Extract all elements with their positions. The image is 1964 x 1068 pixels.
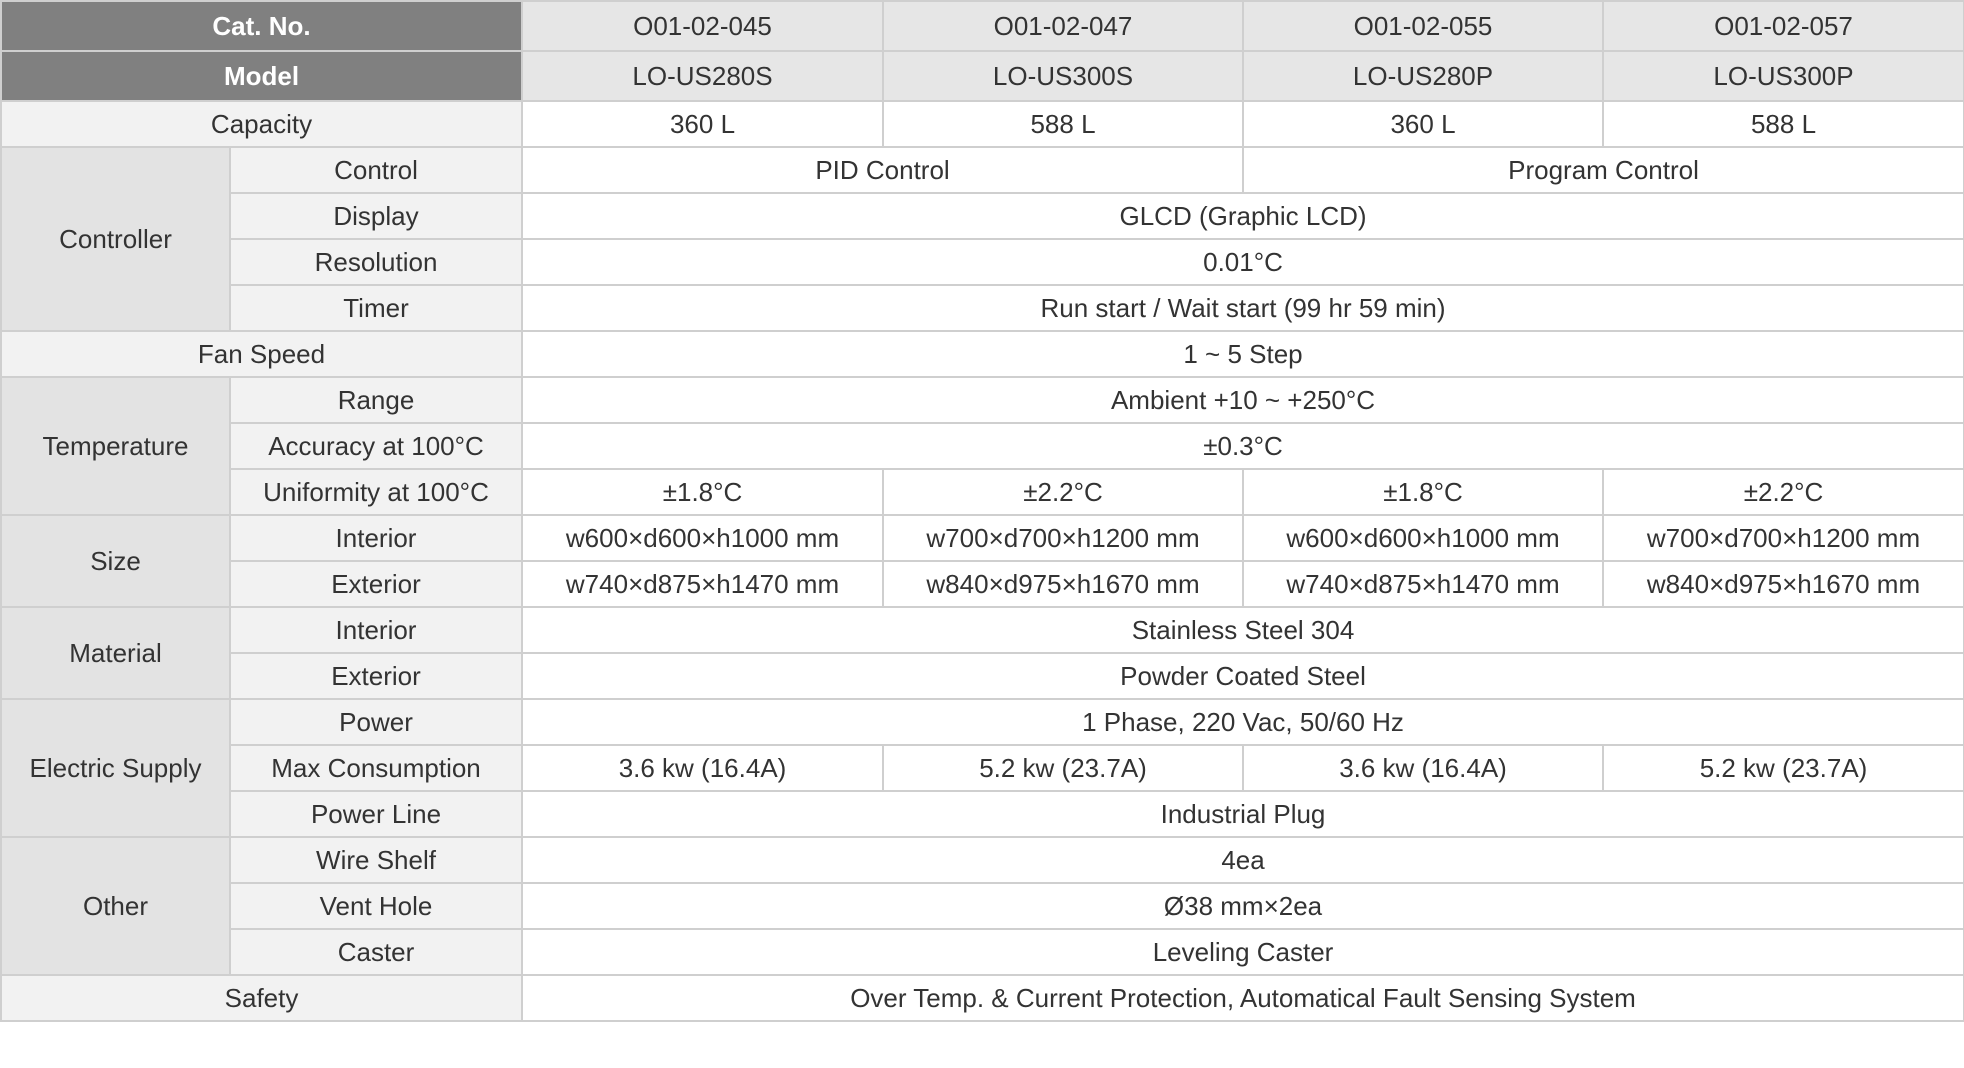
capacity-value: 360 L — [522, 101, 883, 147]
material-interior-value: Stainless Steel 304 — [522, 607, 1964, 653]
accuracy-value: ±0.3°C — [522, 423, 1964, 469]
size-exterior-value: w740×d875×h1470 mm — [1243, 561, 1603, 607]
cat-no-label: Cat. No. — [1, 1, 522, 51]
electric-max-consumption-row — [1, 745, 1964, 791]
electric-power-line-row — [1, 791, 1964, 837]
material-interior-row — [1, 607, 1964, 653]
controller-control-row — [1, 147, 1964, 193]
max-consumption-value: 3.6 kw (16.4A) — [522, 745, 883, 791]
other-wire-shelf-row — [1, 837, 1964, 883]
size-exterior-value: w740×d875×h1470 mm — [522, 561, 883, 607]
capacity-value: 588 L — [1603, 101, 1964, 147]
uniformity-value: ±1.8°C — [522, 469, 883, 515]
max-consumption-label: Max Consumption — [230, 745, 522, 791]
temperature-accuracy-row — [1, 423, 1964, 469]
size-interior-label: Interior — [230, 515, 522, 561]
material-group-label: Material — [1, 607, 230, 699]
max-consumption-value: 5.2 kw (23.7A) — [1603, 745, 1964, 791]
size-group-label: Size — [1, 515, 230, 607]
size-interior-value: w700×d700×h1200 mm — [1603, 515, 1964, 561]
other-caster-row — [1, 929, 1964, 975]
model-cell: LO-US300P — [1603, 51, 1964, 101]
electric-power-row — [1, 699, 1964, 745]
model-cell: LO-US280P — [1243, 51, 1603, 101]
capacity-label: Capacity — [1, 101, 522, 147]
timer-value: Run start / Wait start (99 hr 59 min) — [522, 285, 1964, 331]
capacity-value: 360 L — [1243, 101, 1603, 147]
size-interior-row — [1, 515, 1964, 561]
model-cell: LO-US300S — [883, 51, 1243, 101]
controller-timer-row — [1, 285, 1964, 331]
wire-shelf-label: Wire Shelf — [230, 837, 522, 883]
temperature-uniformity-row — [1, 469, 1964, 515]
controller-group-label: Controller — [1, 147, 230, 331]
size-exterior-row — [1, 561, 1964, 607]
max-consumption-value: 3.6 kw (16.4A) — [1243, 745, 1603, 791]
fan-speed-row — [1, 331, 1964, 377]
uniformity-value: ±1.8°C — [1243, 469, 1603, 515]
max-consumption-value: 5.2 kw (23.7A) — [883, 745, 1243, 791]
model-row — [1, 51, 1964, 101]
fan-speed-value: 1 ~ 5 Step — [522, 331, 1964, 377]
temperature-group-label: Temperature — [1, 377, 230, 515]
safety-row — [1, 975, 1964, 1021]
accuracy-label: Accuracy at 100°C — [230, 423, 522, 469]
resolution-value: 0.01°C — [522, 239, 1964, 285]
electric-supply-group-label: Electric Supply — [1, 699, 230, 837]
caster-label: Caster — [230, 929, 522, 975]
temperature-range-row — [1, 377, 1964, 423]
other-vent-hole-row — [1, 883, 1964, 929]
material-exterior-label: Exterior — [230, 653, 522, 699]
vent-hole-value: Ø38 mm×2ea — [522, 883, 1964, 929]
control-value-pid: PID Control — [522, 147, 1243, 193]
model-label: Model — [1, 51, 522, 101]
cat-no-cell: O01-02-045 — [522, 1, 883, 51]
uniformity-label: Uniformity at 100°C — [230, 469, 522, 515]
power-value: 1 Phase, 220 Vac, 50/60 Hz — [522, 699, 1964, 745]
model-cell: LO-US280S — [522, 51, 883, 101]
size-interior-value: w600×d600×h1000 mm — [1243, 515, 1603, 561]
other-group-label: Other — [1, 837, 230, 975]
material-exterior-row — [1, 653, 1964, 699]
timer-label: Timer — [230, 285, 522, 331]
size-interior-value: w600×d600×h1000 mm — [522, 515, 883, 561]
uniformity-value: ±2.2°C — [883, 469, 1243, 515]
resolution-label: Resolution — [230, 239, 522, 285]
cat-no-cell: O01-02-057 — [1603, 1, 1964, 51]
safety-label: Safety — [1, 975, 522, 1021]
cat-no-cell: O01-02-055 — [1243, 1, 1603, 51]
capacity-value: 588 L — [883, 101, 1243, 147]
capacity-row — [1, 101, 1964, 147]
range-label: Range — [230, 377, 522, 423]
range-value: Ambient +10 ~ +250°C — [522, 377, 1964, 423]
power-label: Power — [230, 699, 522, 745]
material-exterior-value: Powder Coated Steel — [522, 653, 1964, 699]
size-exterior-value: w840×d975×h1670 mm — [883, 561, 1243, 607]
wire-shelf-value: 4ea — [522, 837, 1964, 883]
cat-no-row — [1, 1, 1964, 51]
display-label: Display — [230, 193, 522, 239]
controller-resolution-row — [1, 239, 1964, 285]
size-exterior-label: Exterior — [230, 561, 522, 607]
size-exterior-value: w840×d975×h1670 mm — [1603, 561, 1964, 607]
power-line-value: Industrial Plug — [522, 791, 1964, 837]
display-value: GLCD (Graphic LCD) — [522, 193, 1964, 239]
control-label: Control — [230, 147, 522, 193]
vent-hole-label: Vent Hole — [230, 883, 522, 929]
uniformity-value: ±2.2°C — [1603, 469, 1964, 515]
caster-value: Leveling Caster — [522, 929, 1964, 975]
cat-no-cell: O01-02-047 — [883, 1, 1243, 51]
fan-speed-label: Fan Speed — [1, 331, 522, 377]
size-interior-value: w700×d700×h1200 mm — [883, 515, 1243, 561]
controller-display-row — [1, 193, 1964, 239]
control-value-program: Program Control — [1243, 147, 1964, 193]
material-interior-label: Interior — [230, 607, 522, 653]
safety-value: Over Temp. & Current Protection, Automatical Fault Sensing System — [522, 975, 1964, 1021]
power-line-label: Power Line — [230, 791, 522, 837]
